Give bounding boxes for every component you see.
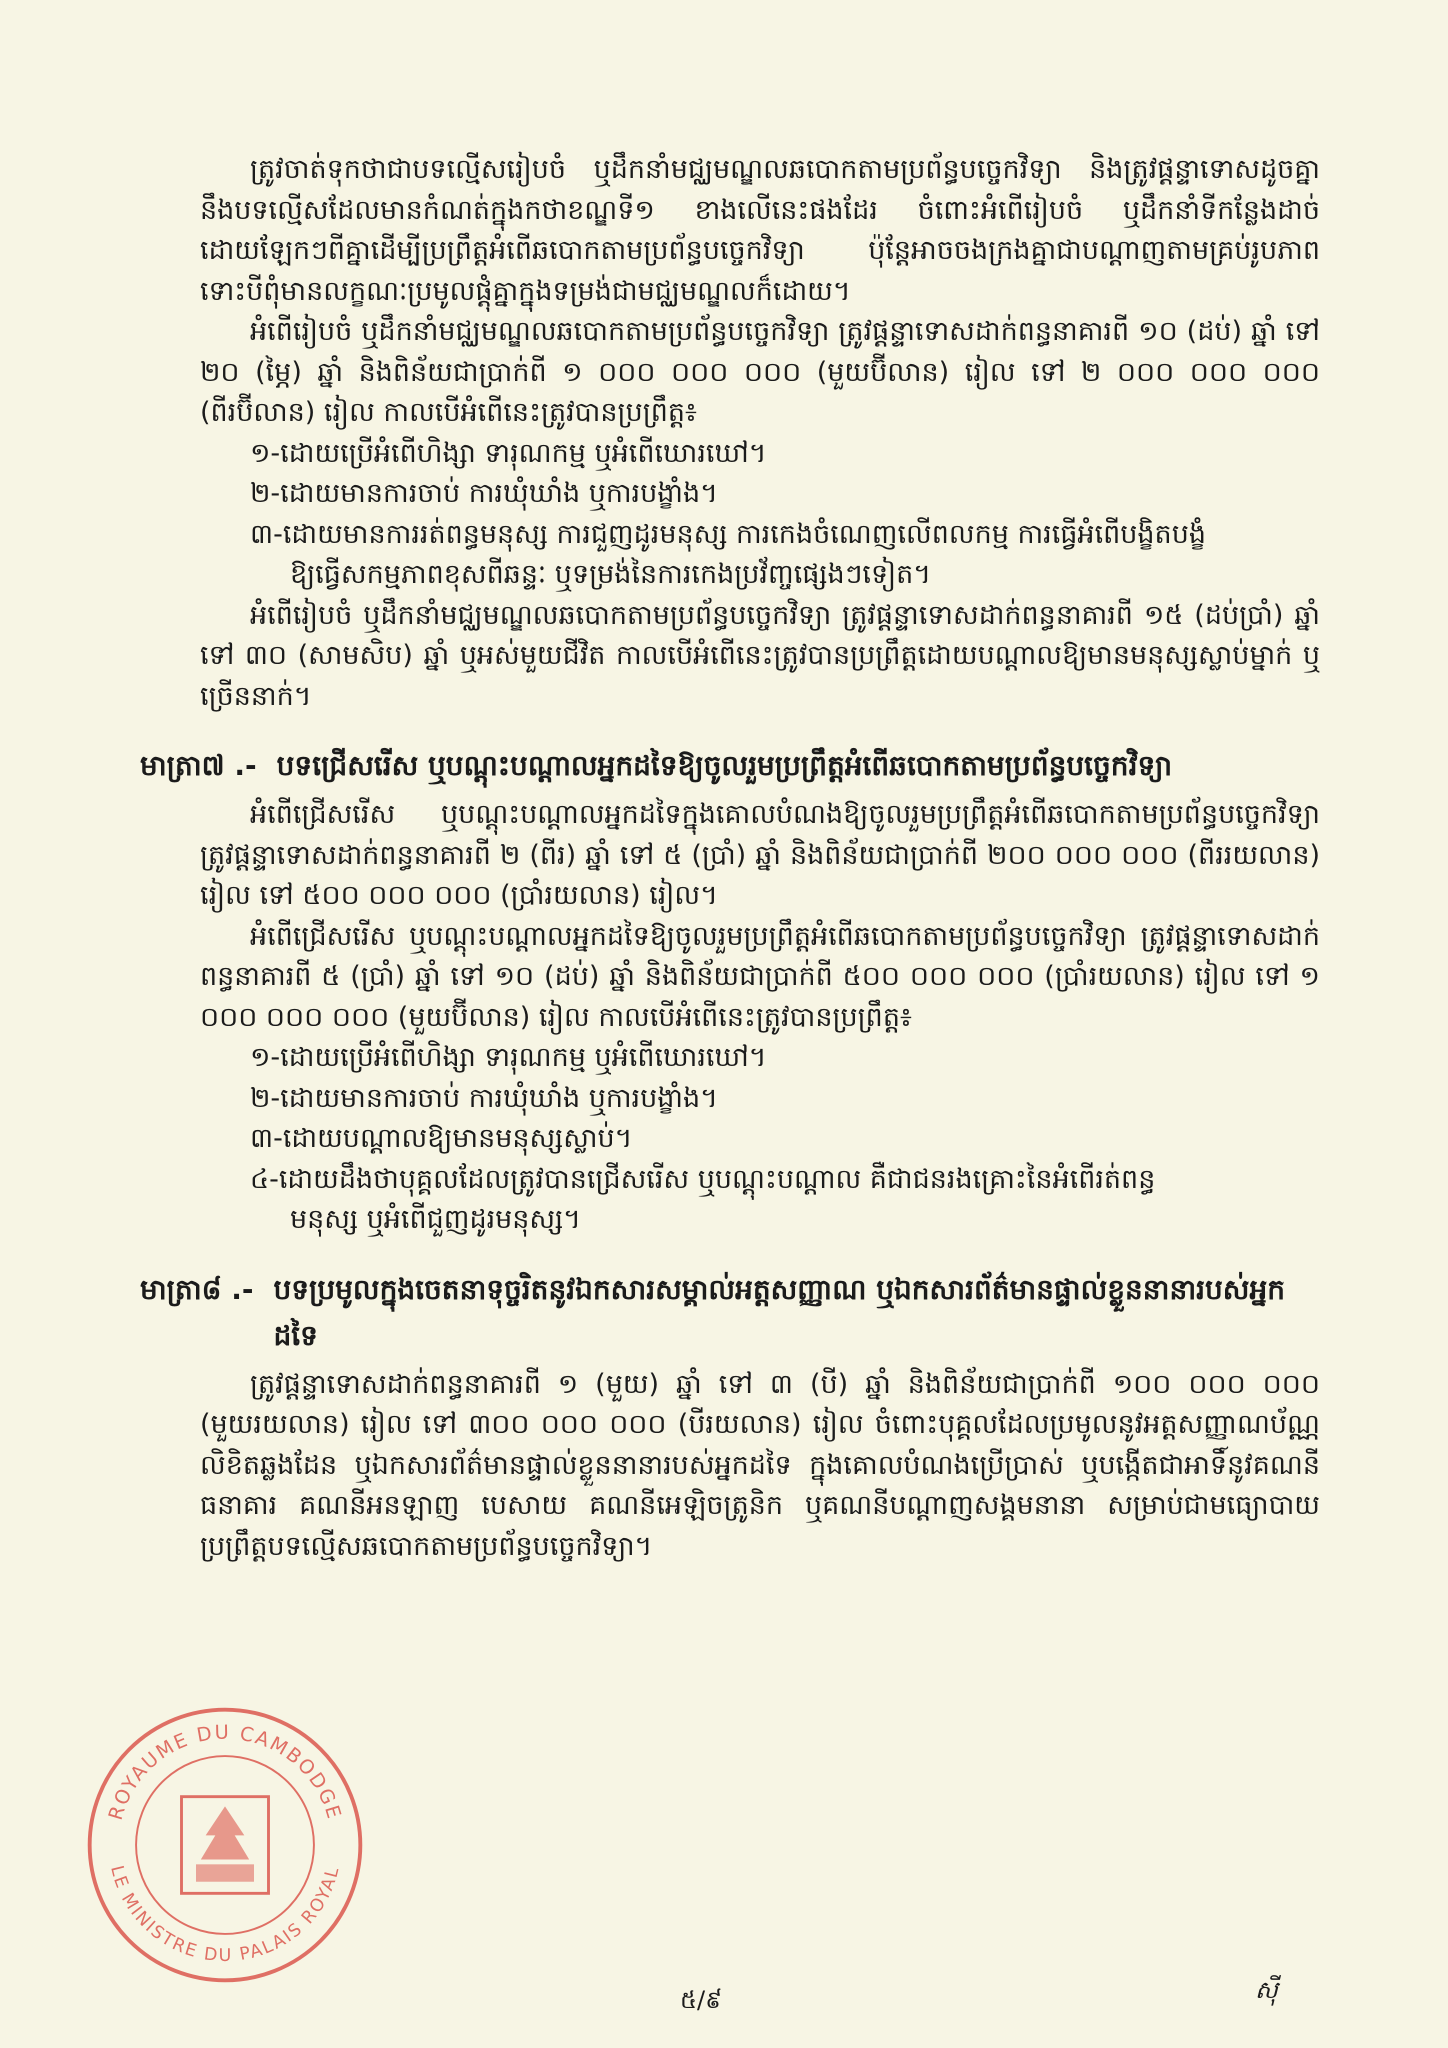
article-8-heading bbox=[140, 1267, 1320, 1359]
list-item: ៣-ដោយបណ្តាលឱ្យមានមនុស្សស្លាប់។ bbox=[250, 1123, 633, 1154]
list-item-text: ៤-ដោយដឹងថាបុគ្គលដែលត្រូវបានជ្រើសរើស ឬបណ្តុះបណ្តាល គឺជាជនរងគ្រោះនៃអំពើរត់ពន្ធ bbox=[250, 1163, 1156, 1195]
paragraph: អំពើរៀបចំ ឬដឹកនាំមជ្ឈមណ្ឌលឆបោកតាមប្រព័ន្ធបច្ចេកវិទ្យា ត្រូវផ្តន្ទាទោសដាក់ពន្ធនាគារពី ១០ (ដប់) ឆ្នាំ ទៅ ២០ (ម្ភៃ) ឆ្នាំ និងពិន័យជាប្រាក់ពី ១ ០០០ ០០០ ០០០ (មួយប៊ីលាន) រៀល ទៅ ២ ០០០ ០០០ ០០០ (ពីរប៊ីលាន) រៀល កាលបើអំពើនេះត្រូវបានប្រព្រឹត្ត៖ bbox=[200, 316, 1320, 428]
article-title: បទប្រមូលក្នុងចេតនាទុច្ចរិតនូវឯកសារសម្គាល់អត្តសញ្ញាណ ឬឯកសារព័ត៌មានផ្ទាល់ខ្លួននានារបស់អ្នកដទៃ bbox=[273, 1272, 1285, 1352]
list-item: ១-ដោយប្រើអំពើហិង្សា ទារុណកម្ម ឬអំពើឃោរឃៅ។ bbox=[250, 437, 767, 469]
paragraph: អំពើរៀបចំ ឬដឹកនាំមជ្ឈមណ្ឌលឆបោកតាមប្រព័ន្ធបច្ចេកវិទ្យា ត្រូវផ្តន្ទាទោសដាក់ពន្ធនាគារពី ១៥ (ដប់ប្រាំ) ឆ្នាំ ទៅ ៣០ (សាមសិប) ឆ្នាំ ឬអស់មួយជីវិត កាលបើអំពើនេះត្រូវបានប្រព្រឹត្តដោយបណ្តាលឱ្យមានមនុស្សស្លាប់ម្នាក់ ឬច្រើននាក់។ bbox=[200, 599, 1320, 712]
list-item bbox=[200, 515, 1320, 596]
paragraph: ត្រូវចាត់ទុកថាជាបទល្មើសរៀបចំ ឬដឹកនាំមជ្ឈមណ្ឌលឆបោកតាមប្រព័ន្ធបច្ចេកវិទ្យា និងត្រូវផ្តន្ទាទោសដូចគ្នានឹងបទល្មើសដែលមានកំណត់ក្នុងកថាខណ្ឌទី១ ខាងលើនេះផងដែរ ចំពោះអំពើរៀបចំ ឬដឹកនាំទីកន្លែងដាច់ដោយឡែកៗពីគ្នាដើម្បីប្រព្រឹត្តអំពើឆបោកតាមប្រព័ន្ធបច្ចេកវិទ្យា ប៉ុន្តែអាចចងក្រងគ្នាជាបណ្តាញតាមគ្រប់រូបភាព ទោះបីពុំមានលក្ខណៈប្រមូលផ្តុំគ្នាក្នុងទម្រង់ជាមជ្ឈមណ្ឌលក៏ដោយ។ bbox=[200, 154, 1320, 307]
seal-text-bottom: LE MINISTRE DU PALAIS ROYAL bbox=[106, 1863, 344, 1967]
paragraph: អំពើជ្រើសរើស ឬបណ្តុះបណ្តាលអ្នកដទៃឱ្យចូលរួមប្រព្រឹត្តអំពើឆបោកតាមប្រព័ន្ធបច្ចេកវិទ្យា ត្រូវផ្តន្ទាទោសដាក់ពន្ធនាគារពី ៥ (ប្រាំ) ឆ្នាំ ទៅ ១០ (ដប់) ឆ្នាំ និងពិន័យជាប្រាក់ពី ៥០០ ០០០ ០០០ (ប្រាំរយលាន) រៀល ទៅ ១ ០០០ ០០០ ០០០ (មួយប៊ីលាន) រៀល កាលបើអំពើនេះត្រូវបានប្រព្រឹត្ត៖ bbox=[200, 920, 1320, 1033]
page-number: ៥/៩ bbox=[680, 1986, 723, 2014]
list-item bbox=[200, 1160, 1320, 1241]
document-body bbox=[140, 150, 1320, 1567]
list-item-continuation: ឱ្យធ្វើសកម្មភាពខុសពីឆន្ទៈ ឬទម្រង់នៃការកេងប្រវ័ញ្ចផ្សេងៗទៀត។ bbox=[290, 559, 932, 590]
list-item-continuation: មនុស្ស ឬអំពើជួញដូរមនុស្ស។ bbox=[290, 1204, 581, 1235]
paragraph: អំពើជ្រើសរើស ឬបណ្តុះបណ្តាលអ្នកដទៃក្នុងគោលបំណងឱ្យចូលរួមប្រព្រឹត្តអំពើឆបោកតាមប្រព័ន្ធបច្ចេកវិទ្យា ត្រូវផ្តន្ទាទោសដាក់ពន្ធនាគារពី ២ (ពីរ) ឆ្នាំ ទៅ ៥ (ប្រាំ) ឆ្នាំ និងពិន័យជាប្រាក់ពី ២០០ ០០០ ០០០ (ពីររយលាន) រៀល ទៅ ៥០០ ០០០ ០០០ (ប្រាំរយលាន) រៀល។ bbox=[200, 799, 1320, 911]
royal-seal-stamp bbox=[80, 1700, 370, 1990]
list-item-text: ៣-ដោយមានការរត់ពន្ធមនុស្ស ការជួញដូរមនុស្ស ការកេងចំណេញលើពលកម្ម ការធ្វើអំពើបង្ខិតបង្ខំ bbox=[250, 518, 1206, 550]
article-number: មាត្រា៧ .- bbox=[140, 749, 257, 782]
article-number: មាត្រា៨ .- bbox=[140, 1272, 254, 1306]
handwritten-initial: ស៊ី bbox=[1255, 1976, 1278, 2004]
list-item: ២-ដោយមានការចាប់ ការឃុំឃាំង ឬការបង្ខាំង។ bbox=[250, 478, 718, 509]
article-7-heading bbox=[140, 743, 1320, 789]
list-item: ១-ដោយប្រើអំពើហិង្សា ទារុណកម្ម ឬអំពើឃោរឃៅ។ bbox=[250, 1042, 767, 1073]
article-title: បទជ្រើសរើស ឬបណ្តុះបណ្តាលអ្នកដទៃឱ្យចូលរួមប្រព្រឹត្តអំពើឆបោកតាមប្រព័ន្ធបច្ចេកវិទ្យា bbox=[276, 749, 1173, 782]
seal-text-top: ROYAUME DU CAMBODGE bbox=[103, 1720, 347, 1823]
list-item: ២-ដោយមានការចាប់ ការឃុំឃាំង ឬការបង្ខាំង។ bbox=[250, 1082, 718, 1114]
paragraph: ត្រូវផ្តន្ទាទោសដាក់ពន្ធនាគារពី ១ (មួយ) ឆ្នាំ ទៅ ៣ (បី) ឆ្នាំ និងពិន័យជាប្រាក់ពី ១០០ ០០០ ០០០ (មួយរយលាន) រៀល ទៅ ៣០០ ០០០ ០០០ (បីរយលាន) រៀល ចំពោះបុគ្គលដែលប្រមូលនូវអត្តសញ្ញាណប័ណ្ណ លិខិតឆ្លងដែន ឬឯកសារព័ត៌មានផ្ទាល់ខ្លួននានារបស់អ្នកដទៃ ក្នុងគោលបំណងប្រើប្រាស់ ឬបង្កើតជាអាទិ៍នូវគណនីធនាគារ គណនីអនឡាញ បេសាយ គណនីអេឡិចត្រូនិក ឬគណនីបណ្តាញសង្គមនានា សម្រាប់ជាមធ្យោបាយប្រព្រឹត្តបទល្មើសឆបោកតាមប្រព័ន្ធបច្ចេកវិទ្យា។ bbox=[200, 1368, 1320, 1562]
